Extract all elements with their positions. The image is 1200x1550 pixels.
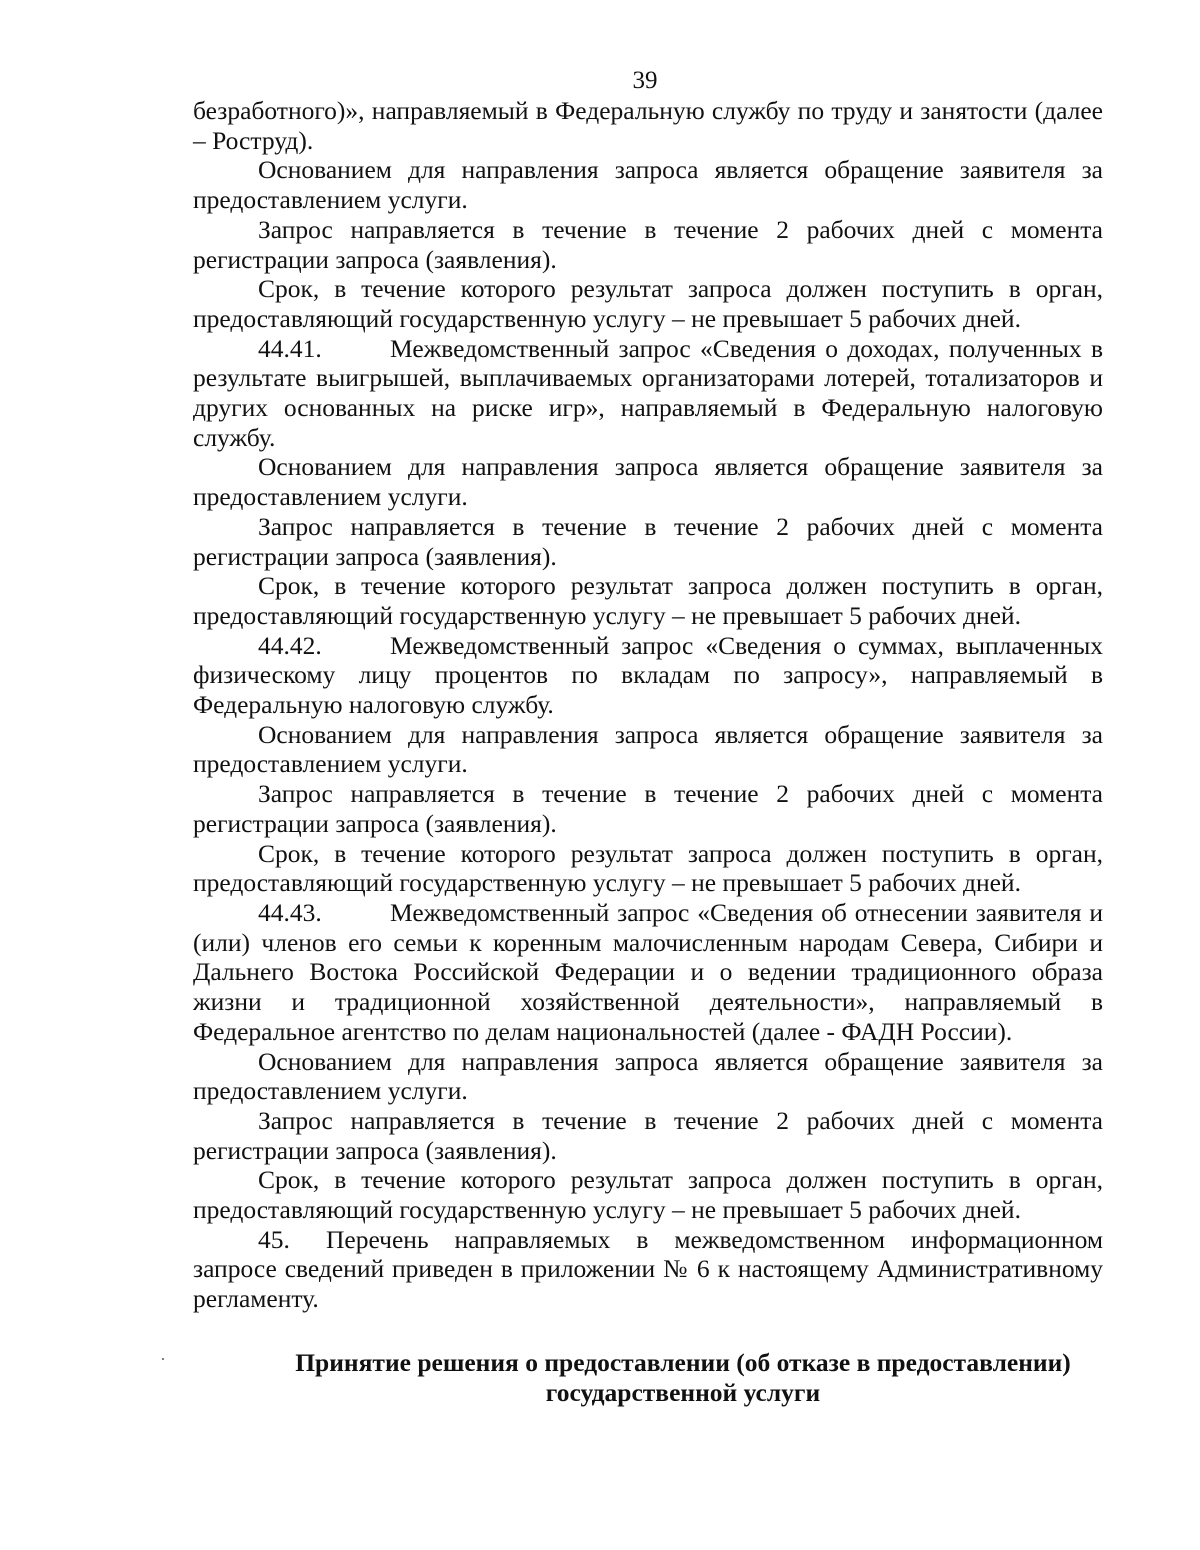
scan-speck xyxy=(162,1358,164,1360)
paragraph: Основанием для направления запроса является обращение заявителя за предоставлением услуги. xyxy=(193,155,1103,215)
section-heading xyxy=(193,1348,1173,1408)
paragraph: Запрос направляется в течение в течение 2 рабочих дней с момента регистрации запроса (заявления). xyxy=(193,214,1103,274)
paragraph: Срок, в течение которого результат запроса должен поступить в орган, предоставляющий государственную услугу – не превышает 5 рабочих дней. xyxy=(193,1165,1103,1225)
paragraph: Запрос направляется в течение в течение 2 рабочих дней с момента регистрации запроса (заявления). xyxy=(193,511,1103,571)
paragraph-text: Межведомственный запрос «Сведения об отнесении заявителя и (или) членов его семьи к коренным малочисленным народам Севера, Сибири и Дальнего Востока Российской Федерации и о ведении традиционного образа жизни и традиционной хозяйственной деятельности», направляемый в Федеральное агентство по делам национальностей (далее - ФАДН России). xyxy=(193,897,1103,1046)
numbered-paragraph xyxy=(193,334,1103,453)
paragraph-continued: безработного)», направляемый в Федеральную службу по труду и занятости (далее – Роструд). xyxy=(193,96,1103,155)
paragraph: Срок, в течение которого результат запроса должен поступить в орган, предоставляющий государственную услугу – не превышает 5 рабочих дней. xyxy=(193,274,1103,333)
item-number: 44.41. xyxy=(258,333,322,363)
paragraph: Срок, в течение которого результат запроса должен поступить в орган, предоставляющий государственную услугу – не превышает 5 рабочих дней. xyxy=(193,838,1103,898)
item-number: 44.43. xyxy=(258,897,322,927)
paragraph: Запрос направляется в течение в течение 2 рабочих дней с момента регистрации запроса (заявления). xyxy=(193,1105,1103,1165)
paragraph-text: Межведомственный запрос «Сведения о доходах, полученных в результате выигрышей, выплачиваемых организаторами лотерей, тотализаторов и других основанных на риске игр», направляемый в Федеральную налоговую службу. xyxy=(193,333,1103,452)
paragraph: Основанием для направления запроса является обращение заявителя за предоставлением услуги. xyxy=(193,452,1103,512)
numbered-paragraph xyxy=(193,1225,1103,1314)
page-number: 39 xyxy=(632,67,658,94)
numbered-paragraph xyxy=(193,898,1103,1047)
paragraph-text: Межведомственный запрос «Сведения о суммах, выплаченных физическому лицу процентов по вкладам по запросу», направляемый в Федеральную налоговую службу. xyxy=(193,630,1103,720)
paragraph-text: Перечень направляемых в межведомственном информационном запросе сведений приведен в приложении № 6 к настоящему Административному регламенту. xyxy=(193,1224,1103,1314)
numbered-paragraph xyxy=(193,631,1103,720)
section-heading-line: государственной услуги xyxy=(545,1378,821,1407)
paragraph: Срок, в течение которого результат запроса должен поступить в орган, предоставляющий государственную услугу – не превышает 5 рабочих дней. xyxy=(193,571,1103,630)
document-body xyxy=(193,96,1103,1314)
paragraph: Основанием для направления запроса является обращение заявителя за предоставлением услуги. xyxy=(193,1046,1103,1106)
paragraph: Запрос направляется в течение в течение 2 рабочих дней с момента регистрации запроса (заявления). xyxy=(193,779,1103,838)
paragraph: Основанием для направления запроса является обращение заявителя за предоставлением услуги. xyxy=(193,719,1103,779)
item-number: 45. xyxy=(258,1224,290,1254)
section-heading-line: Принятие решения о предоставлении (об отказе в предоставлении) xyxy=(295,1348,1071,1377)
item-number: 44.42. xyxy=(258,630,322,660)
